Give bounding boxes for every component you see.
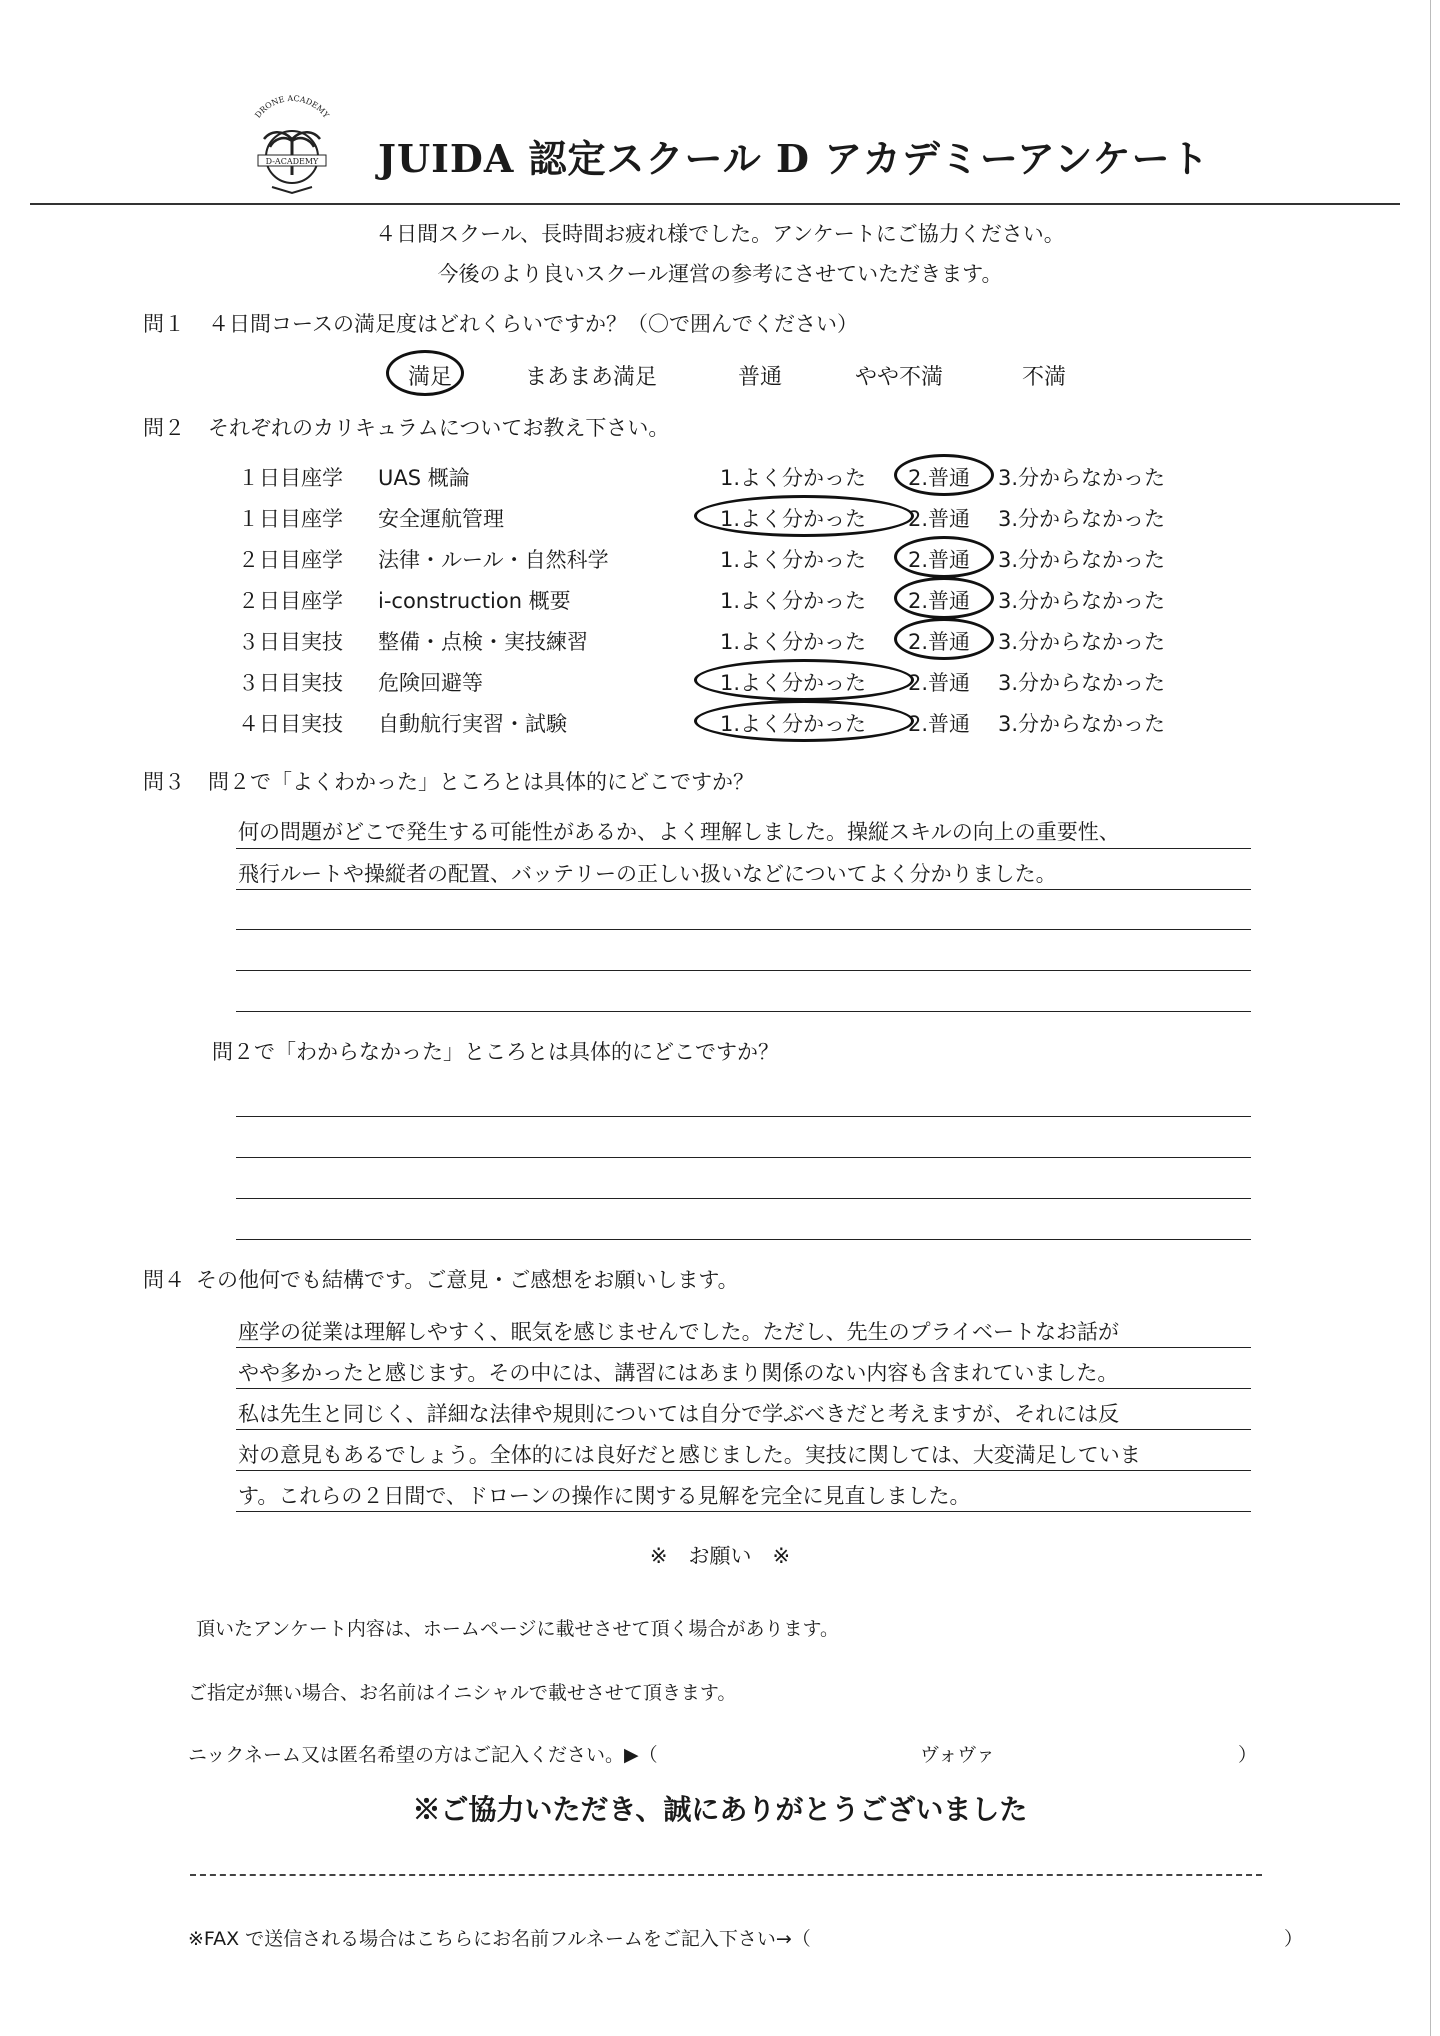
q4-answer-line-4: 対の意見もあるでしょう。全体的には良好だと感じました。実技に関しては、大変満足していま	[238, 1443, 1141, 1467]
q2-row-choice-3[interactable]: 3.分からなかった	[998, 466, 1166, 490]
q2-row-choice-1[interactable]: 1.よく分かった	[720, 712, 867, 736]
fax-name-close-paren: ）	[1284, 1928, 1304, 1950]
q1-option-dissatisfied[interactable]: 不満	[1022, 365, 1067, 390]
q2-row-choice-2[interactable]: 2.普通	[908, 466, 971, 490]
q4-answer-line-5: す。これらの２日間で、ドローンの操作に関する見解を完全に見直しました。	[238, 1484, 971, 1508]
q4-answer-line-3: 私は先生と同じく、詳細な法律や規則については自分で学ぶべきだと考えますが、それには反	[238, 1402, 1120, 1426]
q2-row-subject: 安全運航管理	[378, 507, 504, 531]
q2-row-choice-2[interactable]: 2.普通	[908, 589, 971, 613]
q4-label: 問４	[143, 1268, 185, 1292]
request-line-1: 頂いたアンケート内容は、ホームページに載せさせて頂く場合があります。	[196, 1618, 839, 1640]
request-line-2: ご指定が無い場合、お名前はイニシャルで載せさせて頂きます。	[188, 1682, 737, 1704]
q2-row-day: ４日目実技	[238, 712, 343, 736]
q3-sub-rule-1[interactable]	[236, 1116, 1251, 1117]
q1-label: 問１	[143, 312, 185, 336]
q4-answer-rule-3	[236, 1429, 1251, 1430]
intro-line-2: 今後のより良いスクール運営の参考にさせていただきます。	[437, 262, 1003, 286]
q2-row-subject: i-construction 概要	[378, 589, 571, 613]
q2-row-choice-2[interactable]: 2.普通	[908, 712, 971, 736]
q2-row-choice-2[interactable]: 2.普通	[908, 671, 971, 695]
fax-prompt: ※FAX で送信される場合はこちらにお名前フルネームをご記入下さい→（	[188, 1928, 811, 1950]
q4-answer-rule-1	[236, 1347, 1251, 1348]
q2-row-choice-1[interactable]: 1.よく分かった	[720, 466, 867, 490]
nickname-value[interactable]: ヴォヴァ	[920, 1744, 996, 1766]
q2-row-day: ３日目実技	[238, 630, 343, 654]
q2-row-day: ２日目座学	[238, 589, 343, 613]
q4-answer-line-2: やや多かったと感じます。その中には、講習にはあまり関係のない内容も含まれていました。	[238, 1361, 1119, 1385]
nickname-prompt: ニックネーム又は匿名希望の方はご記入ください。▶（	[188, 1744, 658, 1766]
q4-answer-rule-4	[236, 1470, 1251, 1471]
q3-sub-rule-3[interactable]	[236, 1198, 1251, 1199]
svg-text:D-ACADEMY: D-ACADEMY	[265, 157, 319, 166]
q2-question: それぞれのカリキュラムについてお教え下さい。	[208, 416, 670, 440]
q4-answer-rule-2	[236, 1388, 1251, 1389]
intro-line-1: ４日間スクール、長時間お疲れ様でした。アンケートにご協力ください。	[375, 222, 1065, 246]
q2-row-subject: UAS 概論	[378, 466, 470, 490]
q3-answer-line-2: 飛行ルートや操縦者の配置、バッテリーの正しい扱いなどについてよく分かりました。	[238, 862, 1057, 886]
q1-option-somewhat-dissatisfied[interactable]: やや不満	[855, 365, 944, 390]
survey-title: JUIDA 認定スクール D アカデミーアンケート	[378, 136, 1210, 181]
q3-label: 問３	[143, 770, 185, 794]
q2-row-choice-1[interactable]: 1.よく分かった	[720, 507, 867, 531]
q4-answer-line-1: 座学の従業は理解しやすく、眠気を感じませんでした。ただし、先生のプライベートなお話が	[238, 1320, 1119, 1344]
q2-row-choice-1[interactable]: 1.よく分かった	[720, 589, 867, 613]
q4-answer-rule-5	[236, 1511, 1251, 1512]
q2-row-choice-3[interactable]: 3.分からなかった	[998, 507, 1166, 531]
q2-row-day: １日目座学	[238, 507, 343, 531]
q3-answer-line-1: 何の問題がどこで発生する可能性があるか、よく理解しました。操縦スキルの向上の重要性、	[238, 820, 1120, 844]
q3-question: 問２で「よくわかった」ところとは具体的にどこですか？	[208, 770, 754, 794]
q1-option-satisfied[interactable]: 満足	[408, 365, 453, 390]
q1-option-neutral[interactable]: 普通	[738, 365, 783, 390]
cut-line	[190, 1874, 1262, 1876]
svg-text:DRONE ACADEMY: DRONE ACADEMY	[253, 95, 331, 120]
page-edge	[1430, 0, 1431, 2036]
q3-sub-rule-2[interactable]	[236, 1157, 1251, 1158]
q2-row-subject: 自動航行実習・試験	[378, 712, 567, 736]
request-heading: ※ お願い ※	[649, 1544, 791, 1568]
drone-academy-logo	[238, 95, 346, 203]
q2-row-choice-3[interactable]: 3.分からなかった	[998, 671, 1166, 695]
q2-row-choice-2[interactable]: 2.普通	[908, 630, 971, 654]
q3-answer-rule-5[interactable]	[236, 1011, 1251, 1012]
q1-option-somewhat-satisfied[interactable]: まあまあ満足	[525, 365, 658, 390]
q2-row-choice-3[interactable]: 3.分からなかった	[998, 548, 1166, 572]
q2-label: 問２	[143, 416, 185, 440]
q3-sub-rule-4[interactable]	[236, 1239, 1251, 1240]
q2-row-choice-2[interactable]: 2.普通	[908, 507, 971, 531]
q2-row-choice-3[interactable]: 3.分からなかった	[998, 712, 1166, 736]
thanks-message: ※ご協力いただき、誠にありがとうございました	[412, 1793, 1028, 1826]
q2-row-choice-1[interactable]: 1.よく分かった	[720, 671, 867, 695]
q3-sub-question: 問２で「わからなかった」ところとは具体的にどこですか？	[212, 1040, 779, 1064]
q2-row-day: ３日目実技	[238, 671, 343, 695]
q3-answer-rule-2	[236, 889, 1251, 890]
title-divider	[30, 203, 1400, 205]
q2-row-subject: 危険回避等	[378, 671, 483, 695]
q2-row-choice-1[interactable]: 1.よく分かった	[720, 548, 867, 572]
q2-row-day: １日目座学	[238, 466, 343, 490]
nickname-close-paren: ）	[1238, 1744, 1258, 1766]
q4-question: その他何でも結構です。ご意見・ご感想をお願いします。	[196, 1268, 739, 1292]
q2-row-subject: 整備・点検・実技練習	[378, 630, 588, 654]
q2-row-choice-3[interactable]: 3.分からなかった	[998, 589, 1166, 613]
q2-row-choice-2[interactable]: 2.普通	[908, 548, 971, 572]
q3-answer-rule-3[interactable]	[236, 929, 1251, 930]
q3-answer-rule-1	[236, 848, 1251, 849]
q1-question: ４日間コースの満足度はどれくらいですか？（〇で囲んでください）	[208, 312, 858, 336]
q2-row-choice-3[interactable]: 3.分からなかった	[998, 630, 1166, 654]
q2-row-day: ２日目座学	[238, 548, 343, 572]
q3-answer-rule-4[interactable]	[236, 970, 1251, 971]
q2-row-choice-1[interactable]: 1.よく分かった	[720, 630, 867, 654]
q2-row-subject: 法律・ルール・自然科学	[378, 548, 609, 572]
